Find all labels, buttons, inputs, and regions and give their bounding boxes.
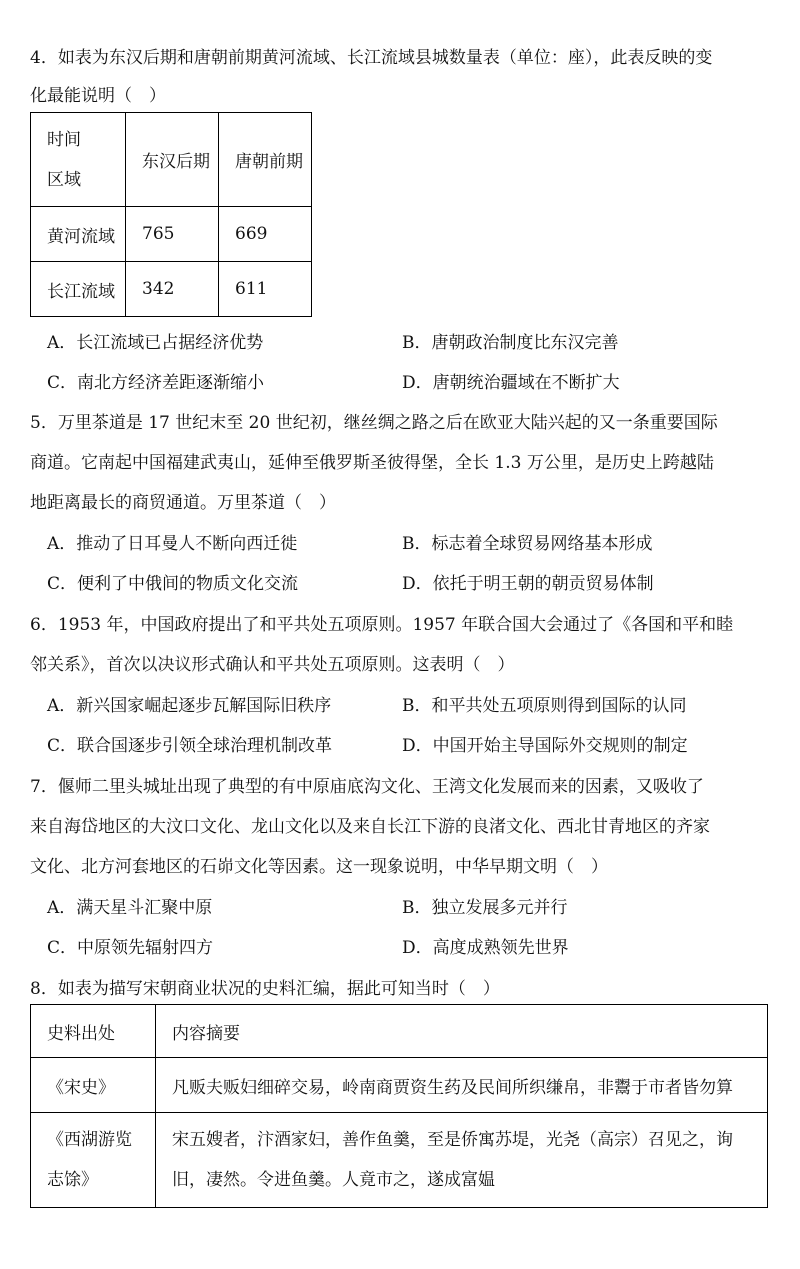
q4-option-a[interactable]: A．长江流域已占据经济优势 [47,333,264,353]
q4-header-col1: 东汉后期 [126,113,219,207]
table-row [31,1058,768,1113]
q7-stem-line3: 文化、北方河套地区的石峁文化等因素。这一现象说明，中华早期文明（ ） [30,857,608,877]
q6-option-b[interactable]: B．和平共处五项原则得到国际的认同 [402,696,687,716]
q8-row2-content [156,1113,768,1208]
q8-row1-source: 《宋史》 [31,1058,156,1113]
table-row [31,1113,768,1208]
q8-row2-source-line2: 志馀》 [47,1170,98,1190]
q5-option-c[interactable]: C．便利了中俄间的物质文化交流 [47,574,299,594]
q7-stem-line1: 7．偃师二里头城址出现了典型的有中原庙底沟文化、王湾文化发展而来的因素，又吸收了 [30,777,704,797]
q8-row1-content: 凡贩夫贩妇细碎交易，岭南商贾资生药及民间所织缣帛，非鬻于市者皆勿算 [156,1058,768,1113]
q8-stem: 8．如表为描写宋朝商业状况的史料汇编，据此可知当时（ ） [30,979,500,999]
table-row [31,262,312,317]
q4-row1-v1: 765 [126,207,219,262]
q5-stem-line3: 地距离最长的商贸通道。万里茶道（ ） [30,493,336,513]
q7-option-a[interactable]: A．满天星斗汇聚中原 [47,898,213,918]
q4-header-region: 区域 [47,169,81,190]
q4-option-c[interactable]: C．南北方经济差距逐渐缩小 [47,373,265,393]
q4-row1-v2: 669 [219,207,312,262]
q8-header-source: 史料出处 [31,1005,156,1058]
q6-option-a[interactable]: A．新兴国家崛起逐步瓦解国际旧秩序 [47,696,332,716]
q5-stem-line1: 5．万里茶道是 17 世纪末至 20 世纪初，继丝绸之路之后在欧亚大陆兴起的又一条重要国际 [30,413,718,433]
q4-row2-region: 长江流域 [31,262,126,317]
q4-header-col2: 唐朝前期 [219,113,312,207]
q4-row1-region: 黄河流域 [31,207,126,262]
q4-header-time: 时间 [47,129,81,150]
q8-header-content: 内容摘要 [156,1005,768,1058]
q4-row2-v2: 611 [219,262,312,317]
q5-stem-line2: 商道。它南起中国福建武夷山，延伸至俄罗斯圣彼得堡，全长 1.3 万公里，是历史上跨越陆 [30,453,714,473]
q6-option-d[interactable]: D．中国开始主导国际外交规则的制定 [402,736,688,756]
table-row [31,207,312,262]
q5-option-a[interactable]: A．推动了日耳曼人不断向西迁徙 [47,534,298,554]
q6-stem-line1: 6．1953 年，中国政府提出了和平共处五项原则。1957 年联合国大会通过了《各国和平和睦 [30,615,734,635]
q4-row2-v1: 342 [126,262,219,317]
q8-row2-content-line2: 旧，凄然。令进鱼羹。人竟市之，遂成富媪 [172,1170,495,1190]
q5-option-b[interactable]: B．标志着全球贸易网络基本形成 [402,534,653,554]
q4-option-b[interactable]: B．唐朝政治制度比东汉完善 [402,333,619,353]
q7-option-b[interactable]: B．独立发展多元并行 [402,898,568,918]
q4-table-corner-header [31,113,126,207]
q4-stem-line1: 4．如表为东汉后期和唐朝前期黄河流域、长江流域县城数量表（单位：座），此表反映的变 [30,48,713,68]
q8-source-table [30,1004,768,1208]
q7-stem-line2: 来自海岱地区的大汶口文化、龙山文化以及来自长江下游的良渚文化、西北甘青地区的齐家 [30,817,710,837]
q4-option-d[interactable]: D．唐朝统治疆域在不断扩大 [402,373,620,393]
q4-data-table [30,112,312,317]
q6-stem-line2: 邻关系》，首次以决议形式确认和平共处五项原则。这表明（ ） [30,655,515,675]
q4-stem-line2: 化最能说明（ ） [30,86,166,106]
table-row [31,1005,768,1058]
q8-row2-source [31,1113,156,1208]
q8-row2-source-line1: 《西湖游览 [47,1130,132,1150]
q7-option-c[interactable]: C．中原领先辐射四方 [47,938,214,958]
q6-option-c[interactable]: C．联合国逐步引领全球治理机制改革 [47,736,333,756]
q7-option-d[interactable]: D．高度成熟领先世界 [402,938,569,958]
q8-row2-content-line1: 宋五嫂者，汴酒家妇，善作鱼羹，至是侨寓苏堤，光尧（高宗）召见之，询 [172,1130,733,1150]
q5-option-d[interactable]: D．依托于明王朝的朝贡贸易体制 [402,574,654,594]
